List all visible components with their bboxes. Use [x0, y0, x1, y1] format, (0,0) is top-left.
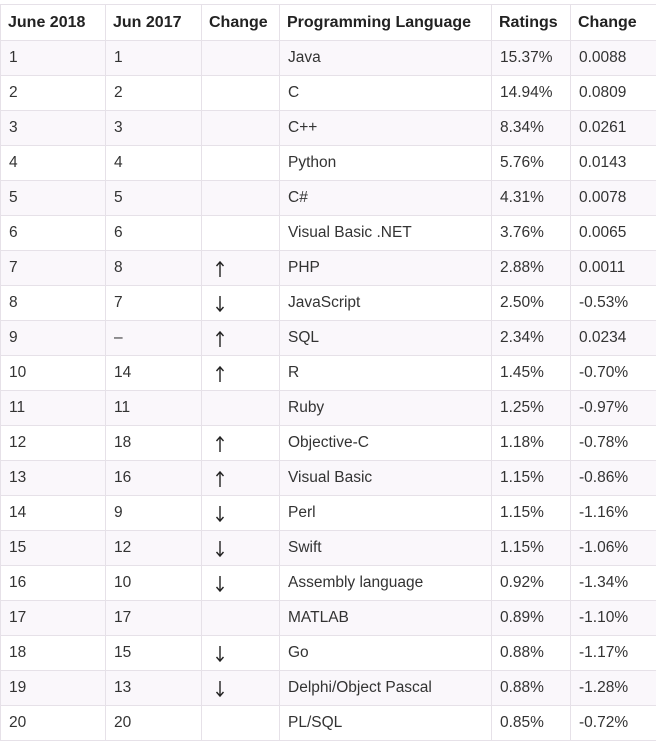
rating-cell: 4.31% — [492, 181, 571, 216]
change-arrow-cell — [202, 321, 280, 356]
table-row — [1, 531, 656, 566]
arrow-down-icon — [214, 505, 226, 523]
table-row — [1, 216, 656, 251]
rank-2018-cell: 20 — [1, 706, 106, 741]
change-value-cell: 0.0088 — [571, 41, 656, 76]
change-arrow-cell — [202, 286, 280, 321]
change-arrow-cell — [202, 111, 280, 146]
language-cell: C — [280, 76, 492, 111]
arrow-down-icon — [214, 575, 226, 593]
rating-cell: 1.15% — [492, 461, 571, 496]
language-cell: Visual Basic .NET — [280, 216, 492, 251]
change-arrow-cell — [202, 356, 280, 391]
header-programming-language: Programming Language — [280, 5, 492, 41]
language-cell: Visual Basic — [280, 461, 492, 496]
arrow-down-icon — [214, 295, 226, 313]
change-value-cell: -0.72% — [571, 706, 656, 741]
change-value-cell: -0.86% — [571, 461, 656, 496]
rank-2017-cell: 5 — [106, 181, 202, 216]
change-value-cell: -0.70% — [571, 356, 656, 391]
change-value-cell: 0.0065 — [571, 216, 656, 251]
language-cell: Go — [280, 636, 492, 671]
rank-2017-cell: 14 — [106, 356, 202, 391]
rank-2018-cell: 14 — [1, 496, 106, 531]
rank-2018-cell: 16 — [1, 566, 106, 601]
rank-2018-cell: 13 — [1, 461, 106, 496]
language-cell: PHP — [280, 251, 492, 286]
change-arrow-cell — [202, 636, 280, 671]
header-change-value: Change — [571, 5, 656, 41]
rating-cell: 5.76% — [492, 146, 571, 181]
arrow-up-icon — [214, 470, 226, 488]
rank-2017-cell: 1 — [106, 41, 202, 76]
rank-2017-cell: 15 — [106, 636, 202, 671]
change-arrow-cell — [202, 566, 280, 601]
change-arrow-cell — [202, 461, 280, 496]
change-value-cell: 0.0234 — [571, 321, 656, 356]
rating-cell: 1.25% — [492, 391, 571, 426]
rank-2017-cell: 4 — [106, 146, 202, 181]
rank-2018-cell: 12 — [1, 426, 106, 461]
rating-cell: 0.88% — [492, 671, 571, 706]
rank-2018-cell: 10 — [1, 356, 106, 391]
table-row — [1, 251, 656, 286]
rank-2018-cell: 6 — [1, 216, 106, 251]
table-row — [1, 671, 656, 706]
change-arrow-cell — [202, 216, 280, 251]
table-row — [1, 181, 656, 216]
rank-2018-cell: 1 — [1, 41, 106, 76]
language-cell: JavaScript — [280, 286, 492, 321]
table-row — [1, 636, 656, 671]
change-arrow-cell — [202, 146, 280, 181]
change-arrow-cell — [202, 601, 280, 636]
rating-cell: 3.76% — [492, 216, 571, 251]
rank-2017-cell: 16 — [106, 461, 202, 496]
change-value-cell: 0.0078 — [571, 181, 656, 216]
rank-2017-cell: 9 — [106, 496, 202, 531]
language-cell: Swift — [280, 531, 492, 566]
rank-2018-cell: 11 — [1, 391, 106, 426]
change-arrow-cell — [202, 181, 280, 216]
rank-2017-cell: 7 — [106, 286, 202, 321]
table-row — [1, 426, 656, 461]
language-cell: Assembly language — [280, 566, 492, 601]
change-value-cell: -0.78% — [571, 426, 656, 461]
rank-2017-cell: 11 — [106, 391, 202, 426]
rank-2018-cell: 17 — [1, 601, 106, 636]
rank-2017-cell: 13 — [106, 671, 202, 706]
rating-cell: 14.94% — [492, 76, 571, 111]
table-row — [1, 286, 656, 321]
rank-2017-cell: 3 — [106, 111, 202, 146]
language-cell: PL/SQL — [280, 706, 492, 741]
rank-2017-cell: 6 — [106, 216, 202, 251]
rating-cell: 2.88% — [492, 251, 571, 286]
rank-2017-cell: 10 — [106, 566, 202, 601]
arrow-up-icon — [214, 435, 226, 453]
rank-2018-cell: 19 — [1, 671, 106, 706]
change-value-cell: -0.97% — [571, 391, 656, 426]
change-value-cell: -0.53% — [571, 286, 656, 321]
change-value-cell: -1.17% — [571, 636, 656, 671]
change-arrow-cell — [202, 706, 280, 741]
header-june-2018: June 2018 — [1, 5, 106, 41]
rank-2018-cell: 9 — [1, 321, 106, 356]
rank-2017-cell: 8 — [106, 251, 202, 286]
change-arrow-cell — [202, 251, 280, 286]
table-row — [1, 706, 656, 741]
rating-cell: 1.15% — [492, 496, 571, 531]
header-row — [1, 5, 656, 41]
change-arrow-cell — [202, 531, 280, 566]
rating-cell: 15.37% — [492, 41, 571, 76]
ranking-table — [0, 4, 656, 741]
table-row — [1, 321, 656, 356]
rating-cell: 1.45% — [492, 356, 571, 391]
table-row — [1, 41, 656, 76]
rank-2017-cell: 12 — [106, 531, 202, 566]
header-change-arrow: Change — [202, 5, 280, 41]
change-arrow-cell — [202, 391, 280, 426]
change-arrow-cell — [202, 41, 280, 76]
rank-2018-cell: 3 — [1, 111, 106, 146]
rank-2017-cell: 18 — [106, 426, 202, 461]
language-cell: C++ — [280, 111, 492, 146]
language-cell: Delphi/Object Pascal — [280, 671, 492, 706]
header-jun-2017: Jun 2017 — [106, 5, 202, 41]
rank-2018-cell: 8 — [1, 286, 106, 321]
change-value-cell: -1.28% — [571, 671, 656, 706]
rating-cell: 0.92% — [492, 566, 571, 601]
rank-2017-cell: – — [106, 321, 202, 356]
rating-cell: 2.34% — [492, 321, 571, 356]
arrow-up-icon — [214, 260, 226, 278]
rating-cell: 0.89% — [492, 601, 571, 636]
language-cell: SQL — [280, 321, 492, 356]
table-row — [1, 356, 656, 391]
change-value-cell: -1.16% — [571, 496, 656, 531]
language-cell: Java — [280, 41, 492, 76]
table-row — [1, 496, 656, 531]
rank-2018-cell: 4 — [1, 146, 106, 181]
change-arrow-cell — [202, 671, 280, 706]
table-row — [1, 566, 656, 601]
arrow-up-icon — [214, 365, 226, 383]
change-value-cell: 0.0809 — [571, 76, 656, 111]
arrow-down-icon — [214, 645, 226, 663]
arrow-down-icon — [214, 680, 226, 698]
change-value-cell: 0.0261 — [571, 111, 656, 146]
table-row — [1, 111, 656, 146]
language-cell: Ruby — [280, 391, 492, 426]
language-cell: Objective-C — [280, 426, 492, 461]
rating-cell: 8.34% — [492, 111, 571, 146]
arrow-up-icon — [214, 330, 226, 348]
table-row — [1, 391, 656, 426]
arrow-down-icon — [214, 540, 226, 558]
table-body — [1, 41, 656, 741]
rating-cell: 1.18% — [492, 426, 571, 461]
change-value-cell: -1.06% — [571, 531, 656, 566]
rating-cell: 2.50% — [492, 286, 571, 321]
change-arrow-cell — [202, 76, 280, 111]
rank-2018-cell: 2 — [1, 76, 106, 111]
rank-2018-cell: 5 — [1, 181, 106, 216]
table-row — [1, 76, 656, 111]
rating-cell: 0.88% — [492, 636, 571, 671]
rank-2018-cell: 18 — [1, 636, 106, 671]
change-value-cell: -1.34% — [571, 566, 656, 601]
change-value-cell: 0.0143 — [571, 146, 656, 181]
language-cell: Python — [280, 146, 492, 181]
rank-2017-cell: 17 — [106, 601, 202, 636]
rank-2017-cell: 20 — [106, 706, 202, 741]
change-value-cell: -1.10% — [571, 601, 656, 636]
table-row — [1, 601, 656, 636]
rating-cell: 1.15% — [492, 531, 571, 566]
language-cell: Perl — [280, 496, 492, 531]
change-arrow-cell — [202, 496, 280, 531]
language-cell: C# — [280, 181, 492, 216]
table-row — [1, 146, 656, 181]
rank-2018-cell: 7 — [1, 251, 106, 286]
rank-2018-cell: 15 — [1, 531, 106, 566]
language-cell: R — [280, 356, 492, 391]
rating-cell: 0.85% — [492, 706, 571, 741]
table-row — [1, 461, 656, 496]
language-cell: MATLAB — [280, 601, 492, 636]
header-ratings: Ratings — [492, 5, 571, 41]
rank-2017-cell: 2 — [106, 76, 202, 111]
change-arrow-cell — [202, 426, 280, 461]
change-value-cell: 0.0011 — [571, 251, 656, 286]
